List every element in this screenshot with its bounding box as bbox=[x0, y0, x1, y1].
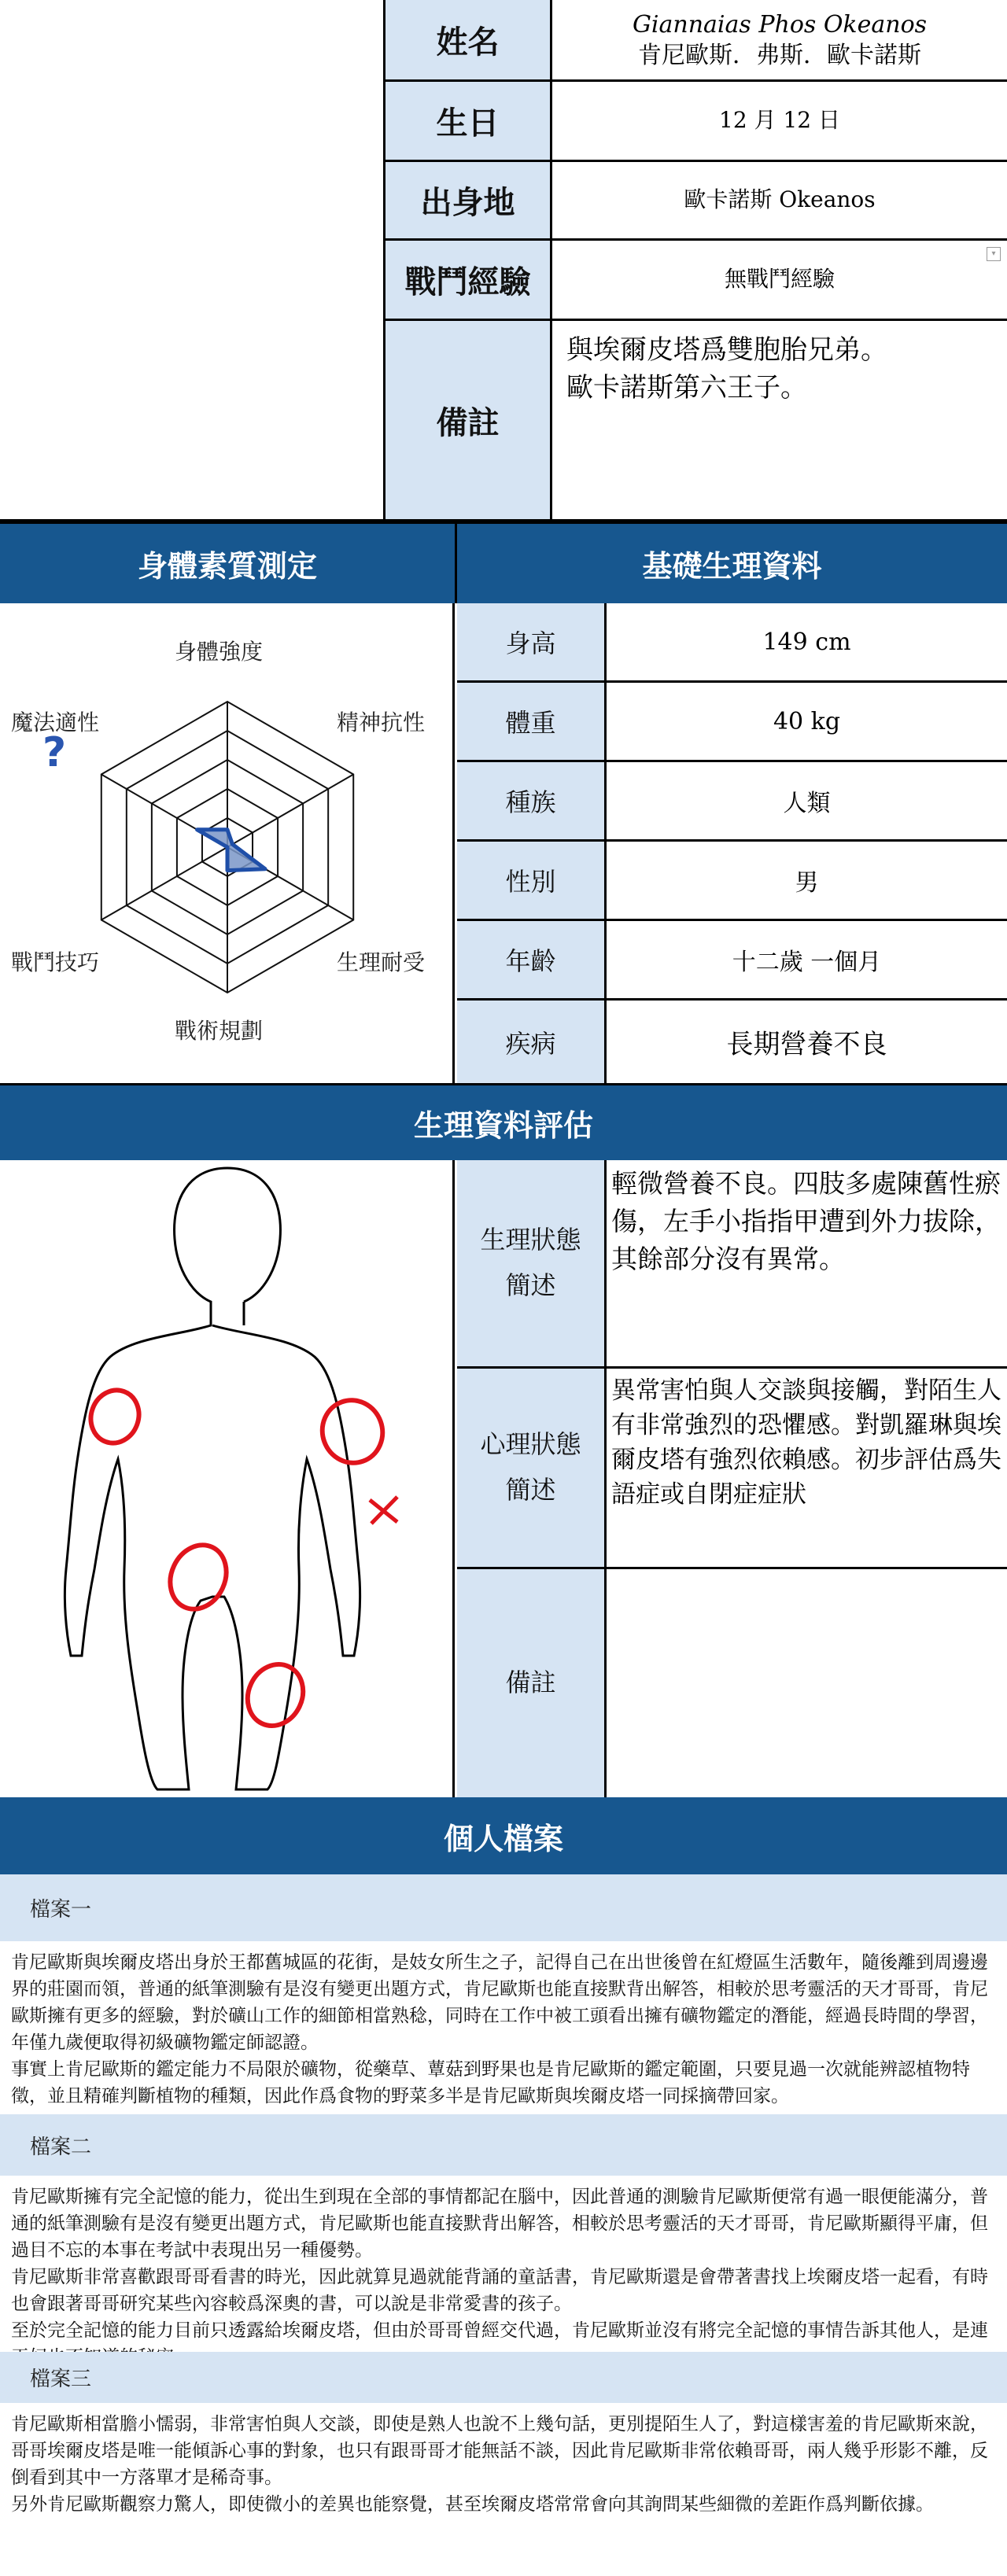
chevron-down-icon[interactable]: ▾ bbox=[987, 247, 1001, 261]
remark-value bbox=[552, 321, 1007, 519]
physique-header: 身體素質測定 bbox=[0, 524, 455, 603]
radar-axis-label: 魔法適性 bbox=[11, 709, 100, 735]
remark-line-1: 與埃爾皮塔爲雙胞胎兄弟。 bbox=[566, 334, 887, 366]
file-1-text bbox=[0, 1941, 1007, 2114]
mental-status-label-line-1: 心理狀態 bbox=[480, 1429, 581, 1460]
age-label: 年齡 bbox=[457, 921, 607, 1001]
unknown-mark: ? bbox=[42, 729, 67, 776]
height-label: 身高 bbox=[457, 603, 607, 683]
mental-status-label-line-2: 簡述 bbox=[505, 1475, 556, 1505]
radar-chart bbox=[0, 603, 455, 1083]
radar-axis-label: 戰術規劃 bbox=[175, 1018, 264, 1044]
eval-remark-text bbox=[607, 1569, 1007, 1797]
name-label: 姓名 bbox=[385, 0, 552, 82]
file-paragraph: 事實上肯尼歐斯的鑑定能力不局限於礦物，從藥草、蕈菇到野果也是肯尼歐斯的鑑定範圍，只要見過一次就能辨認植物特徵，並且精確判斷植物的種類，因此作爲食物的野菜多半是肯尼歐斯與埃爾皮塔一同採摘帶回家。 bbox=[11, 2059, 970, 2107]
race-label: 種族 bbox=[457, 762, 607, 842]
remark-line-2: 歐卡諾斯第六王子。 bbox=[566, 371, 807, 404]
name-value-latin: Giannaias Phos Okeanos bbox=[632, 10, 928, 39]
birthday-label: 生日 bbox=[385, 82, 552, 162]
radar-svg bbox=[0, 603, 455, 1083]
photo-area bbox=[0, 0, 385, 519]
radar-axis-line bbox=[227, 775, 353, 848]
mental-status-label bbox=[457, 1369, 607, 1569]
file-3-title: 檔案三 bbox=[0, 2352, 1007, 2403]
file-paragraph: 肯尼歐斯非常喜歡跟哥哥看書的時光，因此就算見過就能背誦的童話書，肯尼歐斯還是會帶著書找上埃爾皮塔一起看，有時也會跟著哥哥研究某些內容較爲深奧的書，可以說是非常愛書的孩子。 bbox=[11, 2267, 988, 2315]
file-2-title: 檔案二 bbox=[0, 2114, 1007, 2176]
file-paragraph: 至於完全記憶的能力目前只透露給埃爾皮塔，但由於哥哥曾經交代過，肯尼歐斯並沒有將完全記憶的事情告訴其他人，是連 bbox=[11, 2320, 988, 2342]
physical-status-label bbox=[457, 1160, 607, 1369]
race-value: 人類 bbox=[607, 762, 1007, 842]
combat-experience-label: 戰鬥經驗 bbox=[385, 241, 552, 321]
name-value bbox=[552, 0, 1007, 82]
body-outline bbox=[0, 1160, 455, 1797]
birthplace-label: 出身地 bbox=[385, 162, 552, 241]
combat-experience-value: 無戰鬥經驗 bbox=[552, 241, 1007, 321]
eval-remark-label: 備註 bbox=[457, 1569, 607, 1797]
file-2-text bbox=[0, 2176, 1007, 2382]
physical-status-text: 輕微營養不良。四肢多處陳舊性瘀傷，左手小指指甲遭到外力拔除，其餘部分沒有異常。 bbox=[607, 1160, 1007, 1369]
radar-axis-label: 生理耐受 bbox=[337, 949, 426, 975]
evaluation-header: 生理資料評估 bbox=[0, 1085, 1007, 1160]
age-value: 十二歲 一個月 bbox=[607, 921, 1007, 1001]
file-paragraph: 肯尼歐斯相當膽小懦弱，非常害怕與人交談，即使是熟人也說不上幾句話，更別提陌生人了，對這樣害羞的肯尼歐斯來說，哥哥埃爾皮塔是唯一能傾訴心事的對象，也只有跟哥哥才能無話不談，因此肯尼歐斯非常依賴哥哥，兩人幾乎形影不離，反倒看到其中一方落單才是稀奇事。 bbox=[11, 2414, 988, 2489]
disease-label: 疾病 bbox=[457, 1001, 607, 1083]
radar-axis-label: 身體強度 bbox=[175, 639, 264, 665]
body-diagram bbox=[0, 1160, 455, 1797]
mental-status-text: 異常害怕與人交談與接觸，對陌生人有非常強烈的恐懼感。對凱羅琳與埃爾皮塔有強烈依賴感。初步評估爲失語症或自閉症症狀 bbox=[607, 1369, 1007, 1569]
file-paragraph: 肯尼歐斯與埃爾皮塔出身於王都舊城區的花街，是妓女所生之子，記得自己在出世後曾在紅燈區生活數年，隨後離到周邊邊界的莊園而領，普通的紙筆測驗有是沒有變更出題方式，肯尼歐斯也能直接默背出解答，相較於思考靈活的天才哥哥，肯尼歐斯擁有更多的經驗，對於礦山工作的細節相當熟稔，同時在工作中被工頭看出擁有礦物鑑定的潛能，經過長時間的學習，年僅九歲便取得初級礦物鑑定師認證。 bbox=[11, 1952, 988, 2054]
gender-value: 男 bbox=[607, 842, 1007, 921]
file-paragraph: 另外肯尼歐斯觀察力驚人，即使微小的差異也能察覺，甚至埃爾皮塔常常會向其詢問某些細微的差距作爲判斷依據。 bbox=[11, 2494, 934, 2515]
disease-value: 長期營養不良 bbox=[726, 1029, 887, 1060]
birthday-value: 12 月 12 日 bbox=[552, 82, 1007, 162]
physical-status-label-line-2: 簡述 bbox=[505, 1270, 556, 1300]
gender-label: 性別 bbox=[457, 842, 607, 921]
weight-value: 40 kg bbox=[607, 683, 1007, 762]
file-paragraph: 肯尼歐斯擁有完全記憶的能力，從出生到現在全部的事情都記在腦中，因此普通的測驗肯尼歐斯便常有過一眼便能滿分，普通的紙筆測驗有是沒有變更出題方式，肯尼歐斯也能直接默背出解答，相較於思考靈活的天才哥哥，肯尼歐斯顯得平庸，但過目不忘的本事在考試中表現出另一種優勢。 bbox=[11, 2187, 988, 2261]
birthplace-value: 歐卡諾斯 Okeanos bbox=[552, 162, 1007, 241]
radar-axis-label: 戰鬥技巧 bbox=[11, 949, 100, 975]
radar-axis-line bbox=[101, 847, 227, 920]
basic-header: 基礎生理資料 bbox=[457, 524, 1007, 603]
weight-label: 體重 bbox=[457, 683, 607, 762]
remark-label: 備註 bbox=[385, 321, 552, 519]
name-value-chinese: 肯尼歐斯．弗斯．歐卡諾斯 bbox=[638, 41, 921, 69]
radar-axis-label: 精神抗性 bbox=[337, 709, 426, 735]
file-1-title: 檔案一 bbox=[0, 1874, 1007, 1941]
height-value: 149 cm bbox=[607, 603, 1007, 683]
file-3-text bbox=[0, 2403, 1007, 2576]
physical-status-label-line-1: 生理狀態 bbox=[480, 1225, 581, 1255]
files-header: 個人檔案 bbox=[0, 1797, 1007, 1874]
